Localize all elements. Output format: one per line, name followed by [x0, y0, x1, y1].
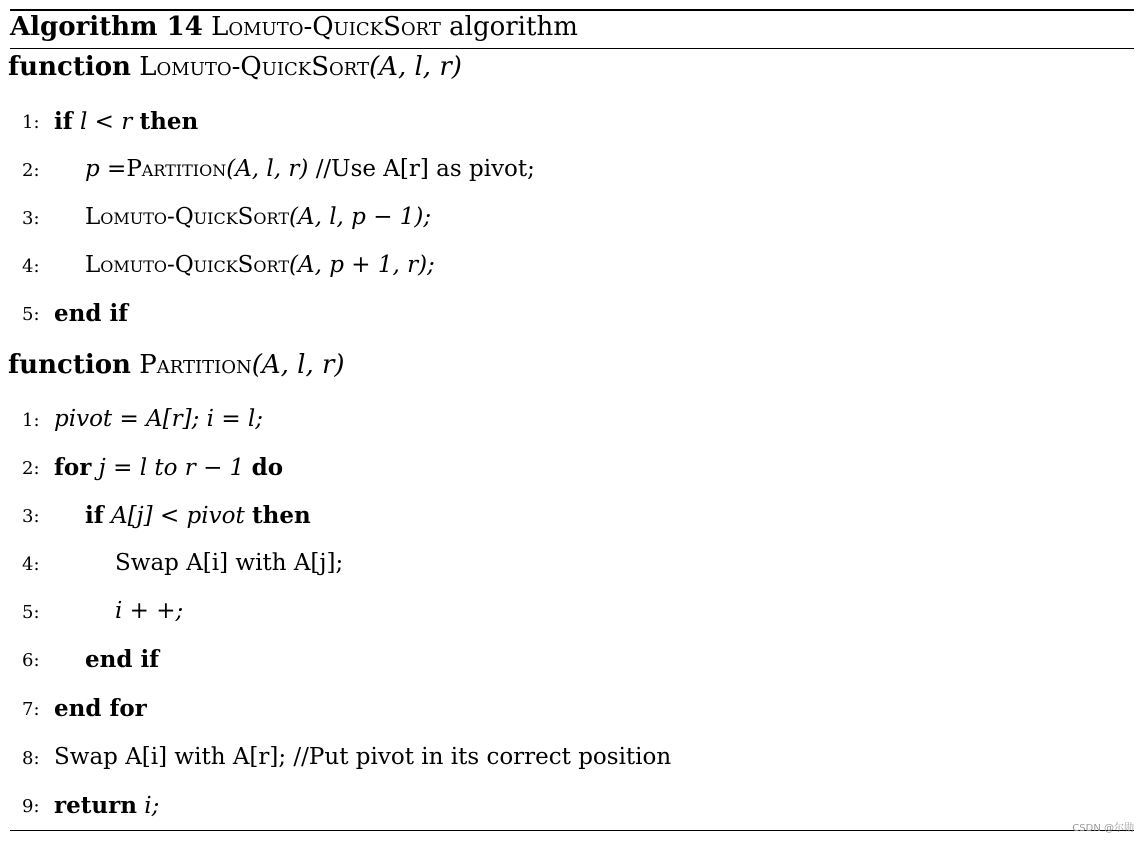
line-body: pivot = A[r]; i = l; — [54, 406, 264, 432]
keyword: return — [54, 792, 137, 819]
call-name: Partition — [126, 156, 227, 182]
line-number: 2: — [22, 458, 40, 479]
assignment: p = — [85, 156, 127, 182]
top-rule — [10, 9, 1134, 11]
line-number: 8: — [22, 748, 40, 769]
call-name: Lomuto-QuickSort — [85, 204, 289, 230]
function-keyword: function — [8, 52, 131, 82]
algorithm-name: Lomuto-QuickSort — [211, 12, 441, 42]
line-body — [85, 502, 311, 529]
call-args: (A, l, r) — [226, 156, 309, 182]
function-name: Partition — [139, 350, 252, 380]
line-number: 4: — [22, 554, 40, 575]
algorithm-suffix: algorithm — [449, 12, 578, 42]
keyword: then — [252, 502, 311, 529]
function-keyword: function — [8, 350, 131, 380]
keyword: for — [54, 454, 92, 481]
line-body: Swap A[i] with A[r]; //Put pivot in its correct position — [54, 744, 672, 770]
line-number: 9: — [22, 796, 40, 817]
line-number: 5: — [22, 602, 40, 623]
line-number: 7: — [22, 699, 40, 720]
keyword: then — [139, 108, 199, 135]
caption-rule — [10, 48, 1134, 49]
keyword: do — [251, 454, 284, 481]
call-name: Lomuto-QuickSort — [85, 252, 289, 278]
comment: //Use A[r] as pivot; — [315, 156, 535, 182]
line-number: 3: — [22, 208, 40, 229]
call-args: (A, p + 1, r); — [289, 252, 435, 278]
line-body — [54, 454, 283, 481]
function-header-partition — [8, 350, 345, 380]
line-number: 5: — [22, 304, 40, 325]
keyword: end if — [85, 646, 160, 673]
keyword: end for — [54, 695, 147, 722]
line-number: 4: — [22, 256, 40, 277]
line-body: i + +; — [115, 598, 184, 624]
line-number: 6: — [22, 650, 40, 671]
expression: j = l to r − 1 — [98, 455, 245, 481]
line-number: 1: — [22, 410, 40, 431]
function-args: (A, l, r) — [251, 350, 345, 380]
expression: l < r — [79, 109, 133, 135]
expression: A[j] < pivot — [110, 503, 245, 529]
call-args: (A, l, p − 1); — [289, 204, 432, 230]
line-body — [85, 252, 435, 278]
line-body — [54, 300, 128, 327]
keyword: end if — [54, 300, 129, 327]
line-number: 2: — [22, 160, 40, 181]
watermark: CSDN @尔勋 — [1072, 823, 1134, 834]
line-body: Swap A[i] with A[j]; — [115, 550, 344, 576]
line-body — [54, 792, 159, 819]
line-body — [85, 646, 159, 673]
keyword: if — [54, 108, 73, 135]
function-header-quicksort — [8, 52, 462, 82]
bottom-rule — [10, 830, 1134, 831]
algorithm-label: Algorithm 14 — [10, 12, 203, 42]
line-body — [85, 204, 431, 230]
line-body — [54, 695, 147, 722]
line-body — [85, 156, 535, 182]
function-name: Lomuto-QuickSort — [139, 52, 370, 82]
keyword: if — [85, 502, 104, 529]
line-number: 3: — [22, 506, 40, 527]
algorithm-caption — [10, 12, 578, 42]
expression: i; — [136, 793, 160, 819]
line-number: 1: — [22, 112, 40, 133]
function-args: (A, l, r) — [369, 52, 462, 82]
line-body — [54, 108, 198, 135]
